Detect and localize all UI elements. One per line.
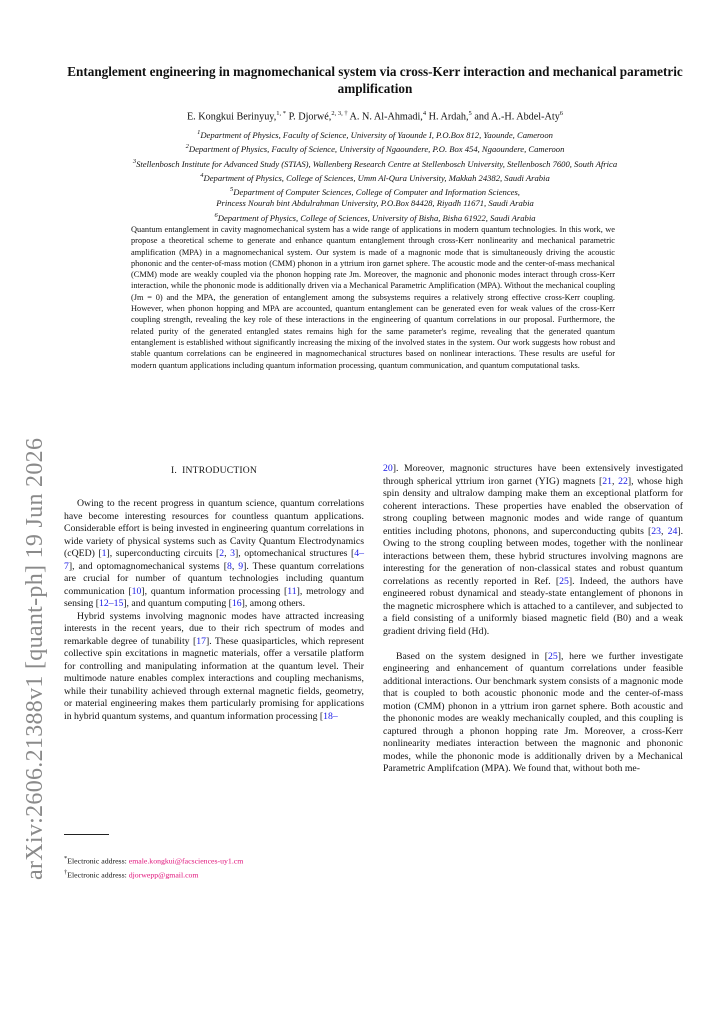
paper-title: Entanglement engineering in magnomechanical system via cross-Kerr interaction and mechanical parametric amplification [67, 64, 683, 96]
body-text: ], optomechanical structures [ [235, 548, 355, 559]
author-affiliation-mark: 2, 3, † [331, 110, 348, 117]
footnote [64, 867, 364, 881]
footnote-label: Electronic address: [67, 870, 129, 880]
citation-link[interactable]: 18– [323, 710, 338, 722]
affiliation-mark: 1 [197, 129, 201, 136]
affiliation-line [60, 170, 690, 184]
body-text: ], among others. [241, 598, 306, 609]
body-text: , [661, 525, 668, 537]
author-name: P. Djorwé, [288, 111, 332, 123]
author-affiliation-mark: 4 [422, 110, 427, 117]
body-text: ], superconducting circuits [ [106, 548, 220, 559]
affiliation-line [60, 141, 690, 155]
citation-link[interactable]: 17 [196, 635, 206, 647]
email-link[interactable]: djorwepp@gmail.com [128, 870, 199, 880]
abstract [131, 224, 615, 371]
body-paragraph [64, 611, 364, 724]
author-name: E. Kongkui Berinyuy, [186, 111, 277, 123]
section-number: I. [170, 465, 177, 476]
body-text: ], quantum information processing [ [141, 585, 288, 597]
author-name: and A.-H. Abdel-Aty [474, 111, 560, 123]
footnote-rule [64, 834, 109, 835]
body-text: Hybrid systems involving magnonic modes have attracted increasing interests in the recent years, due to their rich spectrum of modes and remarkable degree of tunability [ [64, 610, 364, 647]
citation-link[interactable]: 9 [238, 560, 244, 572]
citation-link[interactable]: 20 [383, 463, 393, 474]
footnote-mark: † [64, 869, 68, 877]
affiliation-line [60, 210, 690, 224]
body-text: ], whose high spin density and ultralow damping make them an exceptional platform for coherent interactions. These properties have enabled the observation of strong coupling between magnonic modes and wide range of quantum entities including photons, phonons, and superconducting qubits [ [383, 475, 684, 537]
email-link[interactable]: emale.kongkui@facsciences-uy1.cm [128, 856, 244, 866]
body-paragraph [64, 498, 364, 611]
affiliation-line [60, 156, 690, 170]
citation-link[interactable]: 16 [231, 598, 242, 609]
citation-link[interactable]: 21 [602, 475, 612, 487]
body-text: ]. These quasiparticles, which represent collective spin excitations in magnetic materials, offer a versatile platform for controlling and manipulating information at the quantum level. Their multimode nature enables complex interactions and coupling mechanisms, while their tunability achieved through external magnetic fields, geometry, or material engineering makes them particularly promising for applications in hybrid quantum systems, and quantum information processing [ [64, 635, 364, 722]
affiliation-text: Princess Nourah bint Abdulrahman University, P.O.Box 84428, Riyadh 11671, Saudi Arabia [216, 198, 534, 209]
affiliation-line [60, 184, 690, 198]
citation-link[interactable]: 3 [230, 548, 236, 559]
body-text: ]. Moreover, magnonic structures have been extensively investigated through spherical yttrium iron garnet (YIG) magnets [ [383, 463, 683, 487]
footnotes [64, 853, 364, 881]
affiliation-mark: 4 [200, 171, 204, 179]
body-text: ], and optomagnomechanical systems [ [68, 560, 227, 572]
citation-link[interactable]: 10 [131, 585, 142, 597]
body-text: , [612, 475, 619, 487]
citation-link[interactable]: 8 [226, 560, 232, 572]
affiliation-text: Department of Physics, Faculty of Science, University of Ngaoundere, P.O. Box 454, Ngaoundere, Cameroon [188, 144, 565, 155]
arxiv-identifier: arXiv:2606.21388v1 [quant-ph] 19 Jun 2026 [22, 437, 48, 880]
affiliation-mark: 3 [132, 157, 137, 165]
author-affiliation-mark: 5 [468, 110, 472, 117]
section-title: INTRODUCTION [182, 465, 258, 476]
footnote-label: Electronic address: [67, 856, 129, 866]
citation-link[interactable]: 25 [548, 650, 558, 662]
body-text: ]. These quantum correlations are crucial for number of quantum technologies including quantum communication [ [64, 560, 364, 597]
affiliation-mark: 5 [230, 186, 234, 194]
body-text: ], and quantum computing [ [123, 598, 232, 609]
left-column [64, 498, 364, 723]
section-heading [64, 465, 364, 476]
affiliation-mark: 6 [214, 211, 218, 219]
affiliation-text: Department of Physics, College of Sciences, Umm Al-Qura University, Makkah 24382, Saudi Arabia [203, 172, 550, 183]
body-paragraph [383, 651, 683, 776]
affiliation-text: Stellenbosch Institute for Advanced Study (STIAS), Wallenberg Research Centre at Stellenbosch University, Stellenbosch 7600, South Africa [136, 158, 618, 169]
abstract-text: Quantum entanglement in cavity magnomechanical system has a wide range of applications in modern quantum technologies. In this work, we propose a theoretical scheme to generate and enhance quantum entanglement through cross-Kerr nonlinearity and mechanical parametric amplification (MPA) in a magnomechanical system. Our system is made of a magnonic mode that is simultaneously driving the acoustic phononic and the center-of-mass motion (CMM) phonon in a yttrium iron garnet sphere. The acoustic mode and the center-of-mass mechanical (CMM) mode are weakly coupled via the phonon hopping rate Jm. Moreover, the magnonic and phononic modes interact through cross-Kerr interaction, while the phononic mode is additionally driven via a Mechanical Parametric Amplification (MPA). Without the mechanical coupling (Jm = 0) and the MPA, the generation of entanglement among the subsystems requires a relatively strong effective cross-Kerr coupling. However, when phonon hopping and MPA are accounted, quantum entanglement can be generated even for weak values of the cross-Kerr coupling strength, revealing the key role of these interactions in the engineering of quantum correlations in our proposal. Furthermore, the related purity of the generated entangled states remains high for the same parameter's regime, revealing that the generated quantum entanglement is established without significantly increasing the mixing of the involved states in the system. Our work suggests how robust and stable quantum correlations can be engineered in magnomechanical structures based on nonlinear interactions. These results are useful for modern quantum applications including quantum information processing, quantum communication, and quantum computational tasks. [131, 225, 615, 370]
citation-link[interactable]: 25 [559, 575, 569, 587]
author-affiliation-mark: 1, * [276, 110, 287, 117]
affiliation-text: Department of Physics, Faculty of Science, University of Yaounde I, P.O.Box 812, Yaounde, Cameroon [200, 129, 553, 140]
affiliation-mark: 2 [185, 143, 189, 151]
right-column [383, 463, 683, 776]
author-list [60, 110, 690, 122]
author-name: H. Ardah, [428, 111, 469, 123]
body-text: ]. Owing to the strong coupling between modes, together with the nonlinear interactions between them, these hybrid structures involving magnons are interesting for the generation of non-classical states and robust quantum correlations as recently reported in Ref. [ [383, 525, 684, 587]
author-name: A. N. Al-Ahmadi, [349, 111, 423, 123]
citation-link[interactable]: 12–15 [98, 598, 124, 609]
body-text: Based on the system designed in [ [396, 650, 549, 662]
footnote-mark: * [64, 855, 68, 862]
affiliation-text: Department of Computer Sciences, College of Computer and Information Sciences, [233, 186, 520, 197]
body-text: , [224, 548, 231, 559]
body-text: ]. Indeed, the authors have engineered robust dynamical and steady-state entanglement of phonons in the magnetic microsphere which is attached to a cantilever, and subjected to a field consisting of a uniformly biased magnetic field (B0) and a weak gradient driving field (Hd). [383, 575, 683, 637]
author-affiliation-mark: 6 [559, 110, 564, 117]
citation-link[interactable]: 24 [667, 525, 678, 537]
body-text: ], here we further investigate engineering and enhancement of quantum correlations under feasible additional interactions. Our benchmark system consists of a magnonic mode that is coupled to both acoustic phononic mode and the center-of-mass motion (CMM) phonon in a yttrium iron garnet sphere. Both acoustic and the phononic modes are weakly mechanically coupled, and this coupling is captured through a phonon hopping rate Jm. Moreover, a cross-Kerr nonlinearity mediates interaction between the magnonic and phononic modes, while the phononic mode is additionally driven by a Mechanical Parametric Amplifcation (MPA). We found that, without both me- [383, 650, 683, 774]
body-text: Owing to the recent progress in quantum science, quantum correlations have become interesting resources for countless quantum applications. Considerable effort is being invested in engineering quantum correlations in wide variety of physical systems such as Cavity Quantum Electrodynamics (cQED) [ [64, 498, 364, 559]
affiliation-list [60, 127, 690, 224]
citation-link[interactable]: 1 [101, 548, 107, 559]
body-text: ], metrology and sensing [ [64, 585, 364, 609]
citation-link[interactable]: 2 [219, 548, 225, 559]
citation-link[interactable]: 22 [618, 475, 628, 487]
citation-link[interactable]: 4–7 [64, 548, 365, 572]
affiliation-line [60, 127, 690, 141]
citation-link[interactable]: 23 [651, 525, 662, 537]
body-paragraph [383, 463, 683, 638]
affiliation-text: Department of Physics, College of Sciences, University of Bisha, Bisha 61922, Saudi Arabia [217, 212, 536, 223]
body-text: , [231, 560, 239, 572]
citation-link[interactable]: 11 [287, 585, 297, 597]
footnote [64, 853, 364, 867]
affiliation-line [60, 198, 690, 209]
